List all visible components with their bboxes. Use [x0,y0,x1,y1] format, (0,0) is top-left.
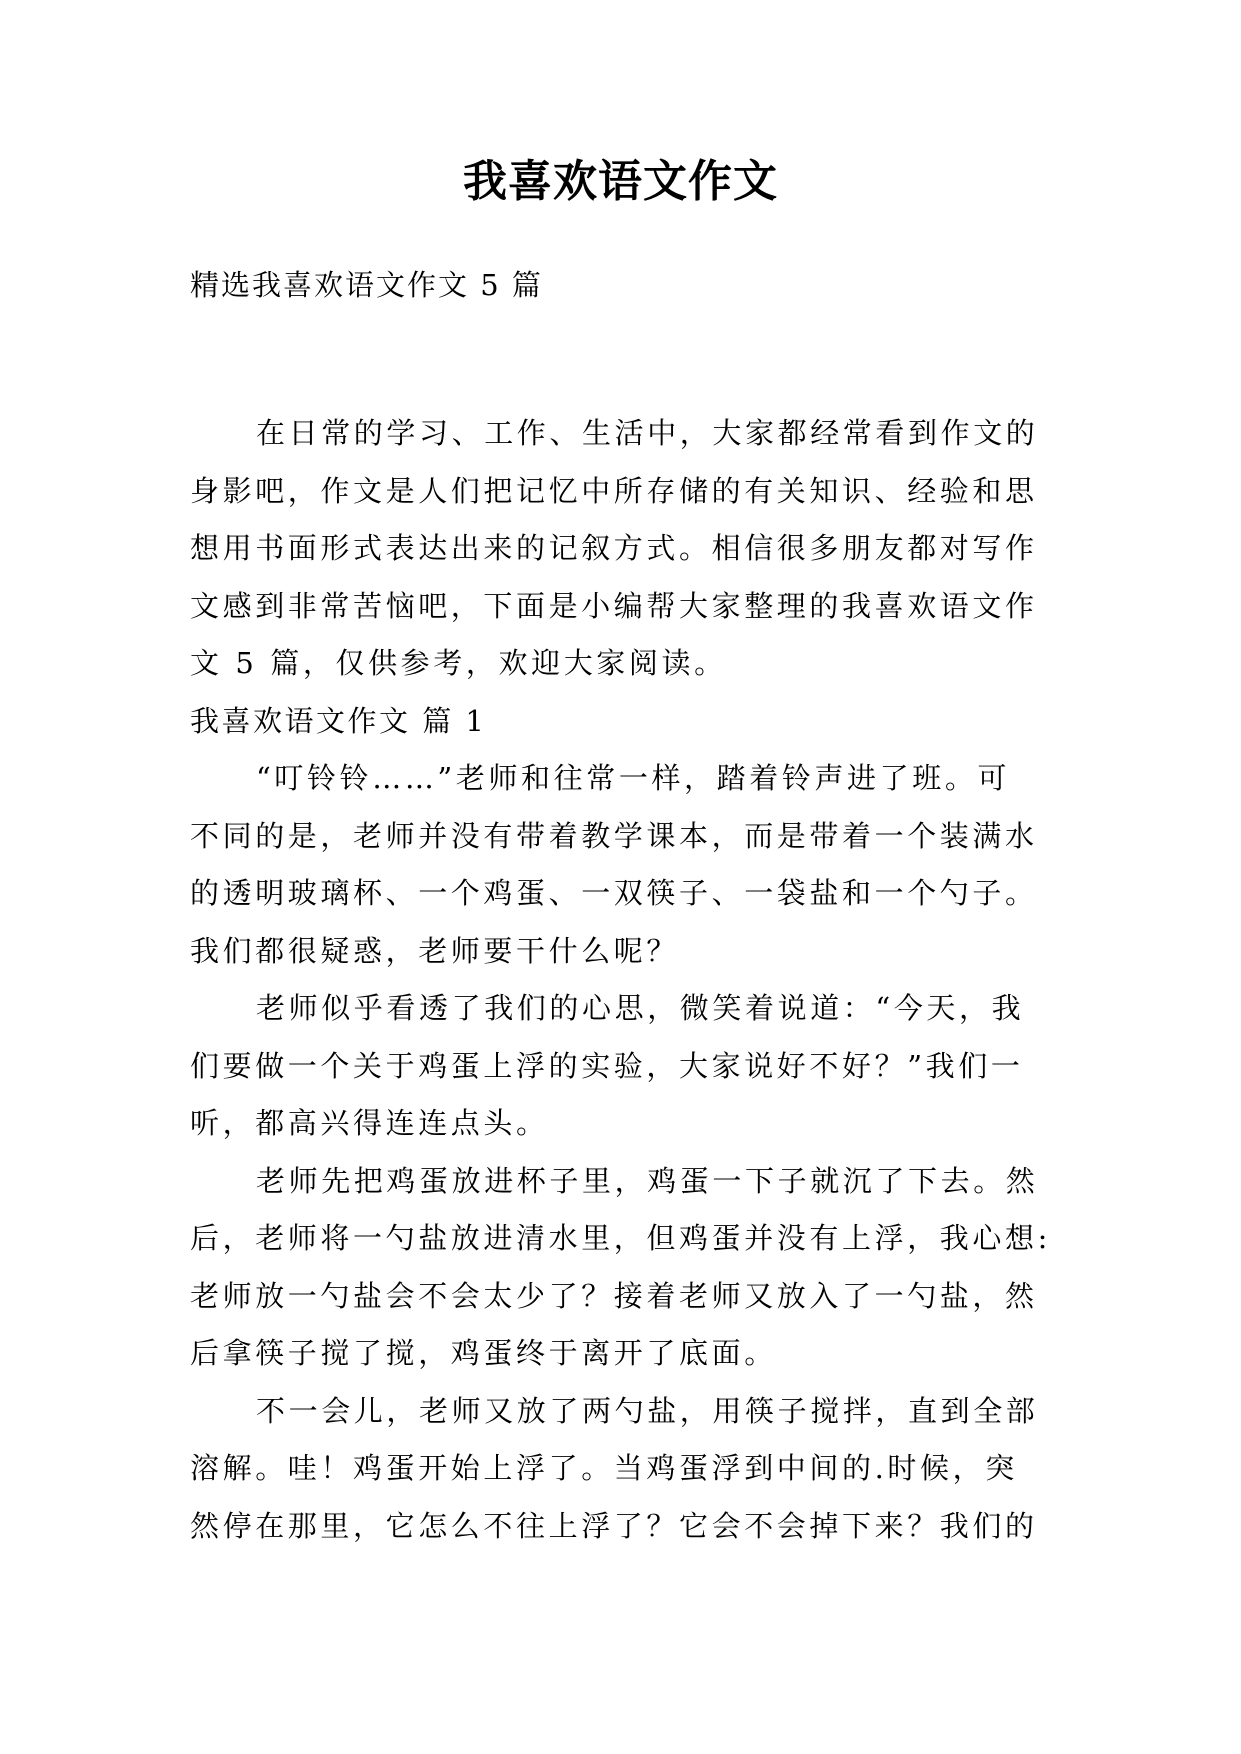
text-line: 不一会儿，老师又放了两勺盐，用筷子搅拌，直到全部 [256,1393,1039,1428]
text-line: “叮铃铃……”老师和往常一样，踏着铃声进了班。可 [256,761,1011,795]
text-line: 老师先把鸡蛋放进杯子里，鸡蛋一下子就沉了下去。然 [256,1163,1039,1198]
text-line: 听，都高兴得连连点头。 [190,1106,549,1140]
text-line: 文感到非常苦恼吧，下面是小编帮大家整理的我喜欢语文作 [190,588,1038,623]
text-line: 老师放一勺盐会不会太少了？接着老师又放入了一勺盐，然 [190,1278,1038,1313]
text-line: 我们都很疑惑，老师要干什么呢？ [190,933,680,968]
document-subtitle: 精选我喜欢语文作文 5 篇 [190,268,543,302]
document-body [190,405,1070,1555]
document-title: 我喜欢语文作文 [463,156,778,207]
text-line: 然停在那里，它怎么不往上浮了？它会不会掉下来？我们的 [190,1508,1038,1543]
text-line: 溶解。哇！鸡蛋开始上浮了。当鸡蛋浮到中间的.时候，突 [190,1451,1018,1485]
text-line: 想用书面形式表达出来的记叙方式。相信很多朋友都对写作 [190,531,1038,565]
text-line: 身影吧，作文是人们把记忆中所存储的有关知识、经验和思 [190,473,1038,508]
text-line: 的透明玻璃杯、一个鸡蛋、一双筷子、一袋盐和一个勺子。 [190,876,1038,910]
text-line: 在日常的学习、工作、生活中，大家都经常看到作文的 [256,416,1039,450]
text-line: 们要做一个关于鸡蛋上浮的实验，大家说好不好？”我们一 [190,1048,1024,1083]
text-line: 后，老师将一勺盐放进清水里，但鸡蛋并没有上浮，我心想: [190,1221,1051,1255]
text-line: 后拿筷子搅了搅，鸡蛋终于离开了底面。 [190,1336,777,1370]
text-line: 不同的是，老师并没有带着教学课本，而是带着一个装满水 [190,818,1038,853]
text-line: 老师似乎看透了我们的心思，微笑着说道：“今天，我 [256,991,1025,1025]
section-heading: 我喜欢语文作文 篇 1 [190,703,487,738]
text-line: 文 5 篇，仅供参考，欢迎大家阅读。 [190,646,727,680]
